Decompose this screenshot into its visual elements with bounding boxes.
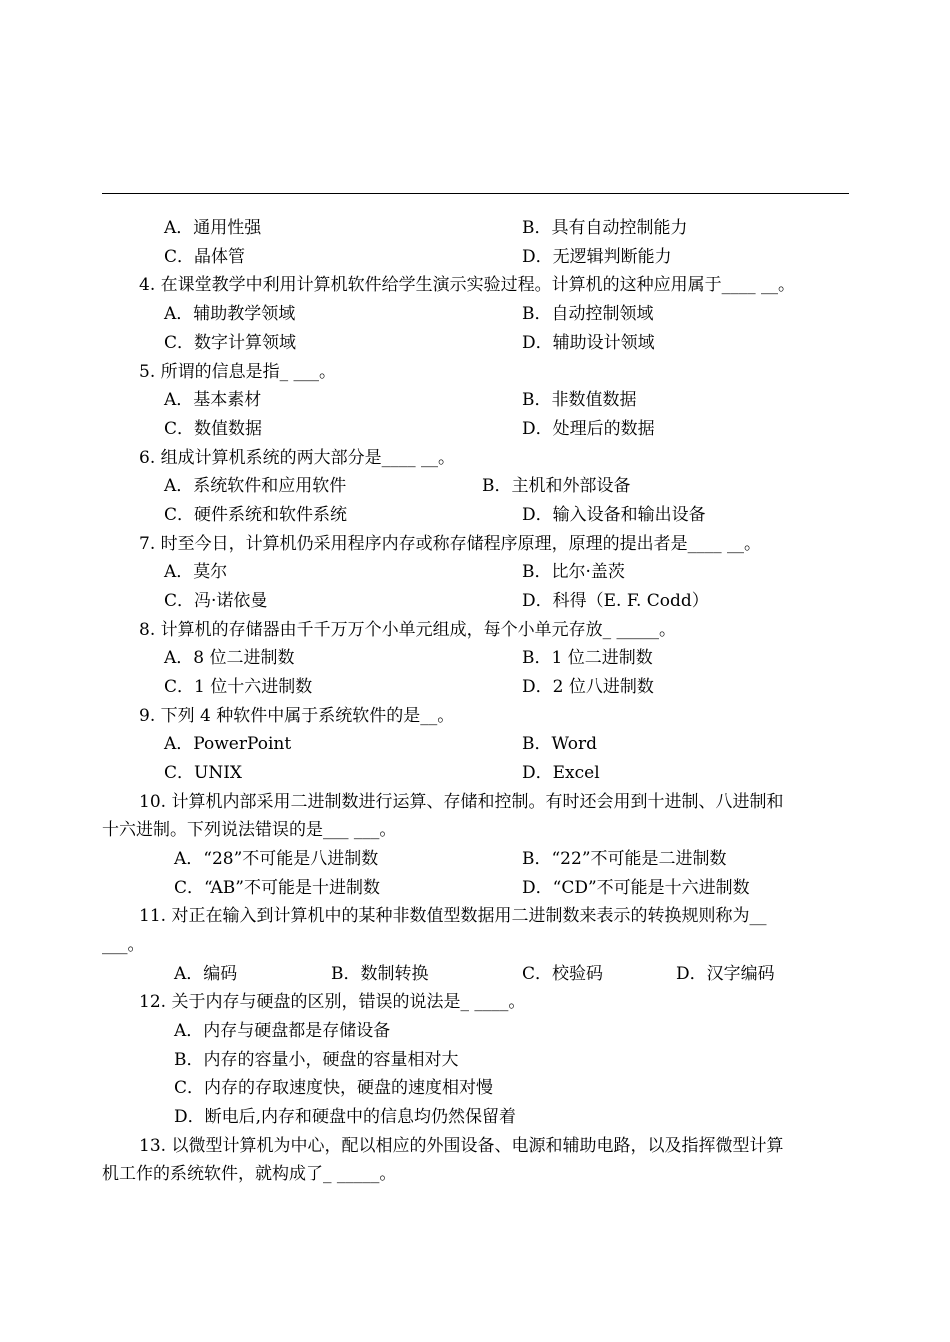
q11-option-d: D．汉字编码 [676, 964, 775, 984]
q3-option-d: D．无逻辑判断能力 [522, 247, 672, 267]
q3-option-b: B．具有自动控制能力 [522, 218, 688, 238]
q13-stem-line1: 13. 以微型计算机为中心，配以相应的外围设备、电源和辅助电路，以及指挥微型计算 [139, 1136, 784, 1156]
q7-option-a: A．莫尔 [164, 562, 228, 582]
q5-option-b: B．非数值数据 [522, 390, 637, 410]
q7-option-c: C．冯·诺依曼 [164, 591, 268, 611]
q8-option-d: D．2 位八进制数 [522, 677, 654, 697]
q12-option-b: B．内存的容量小，硬盘的容量相对大 [174, 1050, 459, 1070]
q6-option-c: C．硬件系统和软件系统 [164, 505, 348, 525]
q6-option-b: B．主机和外部设备 [482, 476, 631, 496]
q11-option-a: A．编码 [174, 964, 238, 984]
q11-stem-line2: ___。 [102, 935, 145, 955]
q9-option-b: B．Word [522, 734, 598, 754]
q10-stem-line1: 10. 计算机内部采用二进制数进行运算、存储和控制。有时还会用到十进制、八进制和 [139, 792, 784, 812]
q12-option-c: C．内存的存取速度快，硬盘的速度相对慢 [174, 1078, 494, 1098]
q7-option-d: D．科得（E. F. Codd） [522, 591, 709, 611]
q5-option-d: D．处理后的数据 [522, 419, 655, 439]
q3-option-a: A．通用性强 [164, 218, 262, 238]
q5-option-c: C．数值数据 [164, 419, 263, 439]
q5-stem: 5. 所谓的信息是指_ ___。 [139, 362, 337, 382]
q9-option-c: C．UNIX [164, 763, 243, 783]
q9-option-a: A．PowerPoint [164, 734, 292, 754]
q10-option-b: B．“22”不可能是二进制数 [522, 849, 727, 869]
q6-option-d: D．输入设备和输出设备 [522, 505, 706, 525]
q8-option-b: B．1 位二进制数 [522, 648, 653, 668]
q12-stem: 12. 关于内存与硬盘的区别，错误的说法是_ ____。 [139, 992, 526, 1012]
q4-option-c: C．数字计算领域 [164, 333, 297, 353]
q7-stem: 7. 时至今日，计算机仍采用程序内存或称存储程序原理，原理的提出者是____ __。 [139, 534, 762, 554]
q12-option-a: A．内存与硬盘都是存储设备 [174, 1021, 391, 1041]
q6-stem: 6. 组成计算机系统的两大部分是____ __。 [139, 448, 456, 468]
q10-option-a: A．“28”不可能是八进制数 [174, 849, 379, 869]
q5-option-a: A．基本素材 [164, 390, 262, 410]
header-rule [102, 193, 849, 194]
q11-stem-line1: 11. 对正在输入到计算机中的某种非数值型数据用二进制数来表示的转换规则称为__ [139, 906, 767, 926]
q6-option-a: A．系统软件和应用软件 [164, 476, 347, 496]
q11-option-b: B．数制转换 [331, 964, 429, 984]
q13-stem-line2: 机工作的系统软件，就构成了_ _____。 [102, 1164, 397, 1184]
q8-option-c: C．1 位十六进制数 [164, 677, 313, 697]
q3-option-c: C．晶体管 [164, 247, 246, 267]
q10-stem-line2: 十六进制。下列说法错误的是___ ___。 [102, 820, 397, 840]
q7-option-b: B．比尔·盖茨 [522, 562, 625, 582]
q10-option-d: D．“CD”不可能是十六进制数 [522, 878, 750, 898]
q9-stem: 9. 下列 4 种软件中属于系统软件的是__。 [139, 706, 455, 726]
q9-option-d: D．Excel [522, 763, 600, 783]
q8-stem: 8. 计算机的存储器由千千万万个小单元组成，每个小单元存放_ _____。 [139, 620, 677, 640]
q4-option-d: D．辅助设计领域 [522, 333, 655, 353]
q4-option-b: B．自动控制领域 [522, 304, 654, 324]
q12-option-d: D．断电后,内存和硬盘中的信息均仍然保留着 [174, 1107, 517, 1127]
q10-option-c: C．“AB”不可能是十进制数 [174, 878, 380, 898]
q4-stem: 4. 在课堂教学中利用计算机软件给学生演示实验过程。计算机的这种应用属于____ __。 [139, 275, 796, 295]
q11-option-c: C．校验码 [522, 964, 604, 984]
q4-option-a: A．辅助教学领域 [164, 304, 296, 324]
q8-option-a: A．8 位二进制数 [164, 648, 295, 668]
